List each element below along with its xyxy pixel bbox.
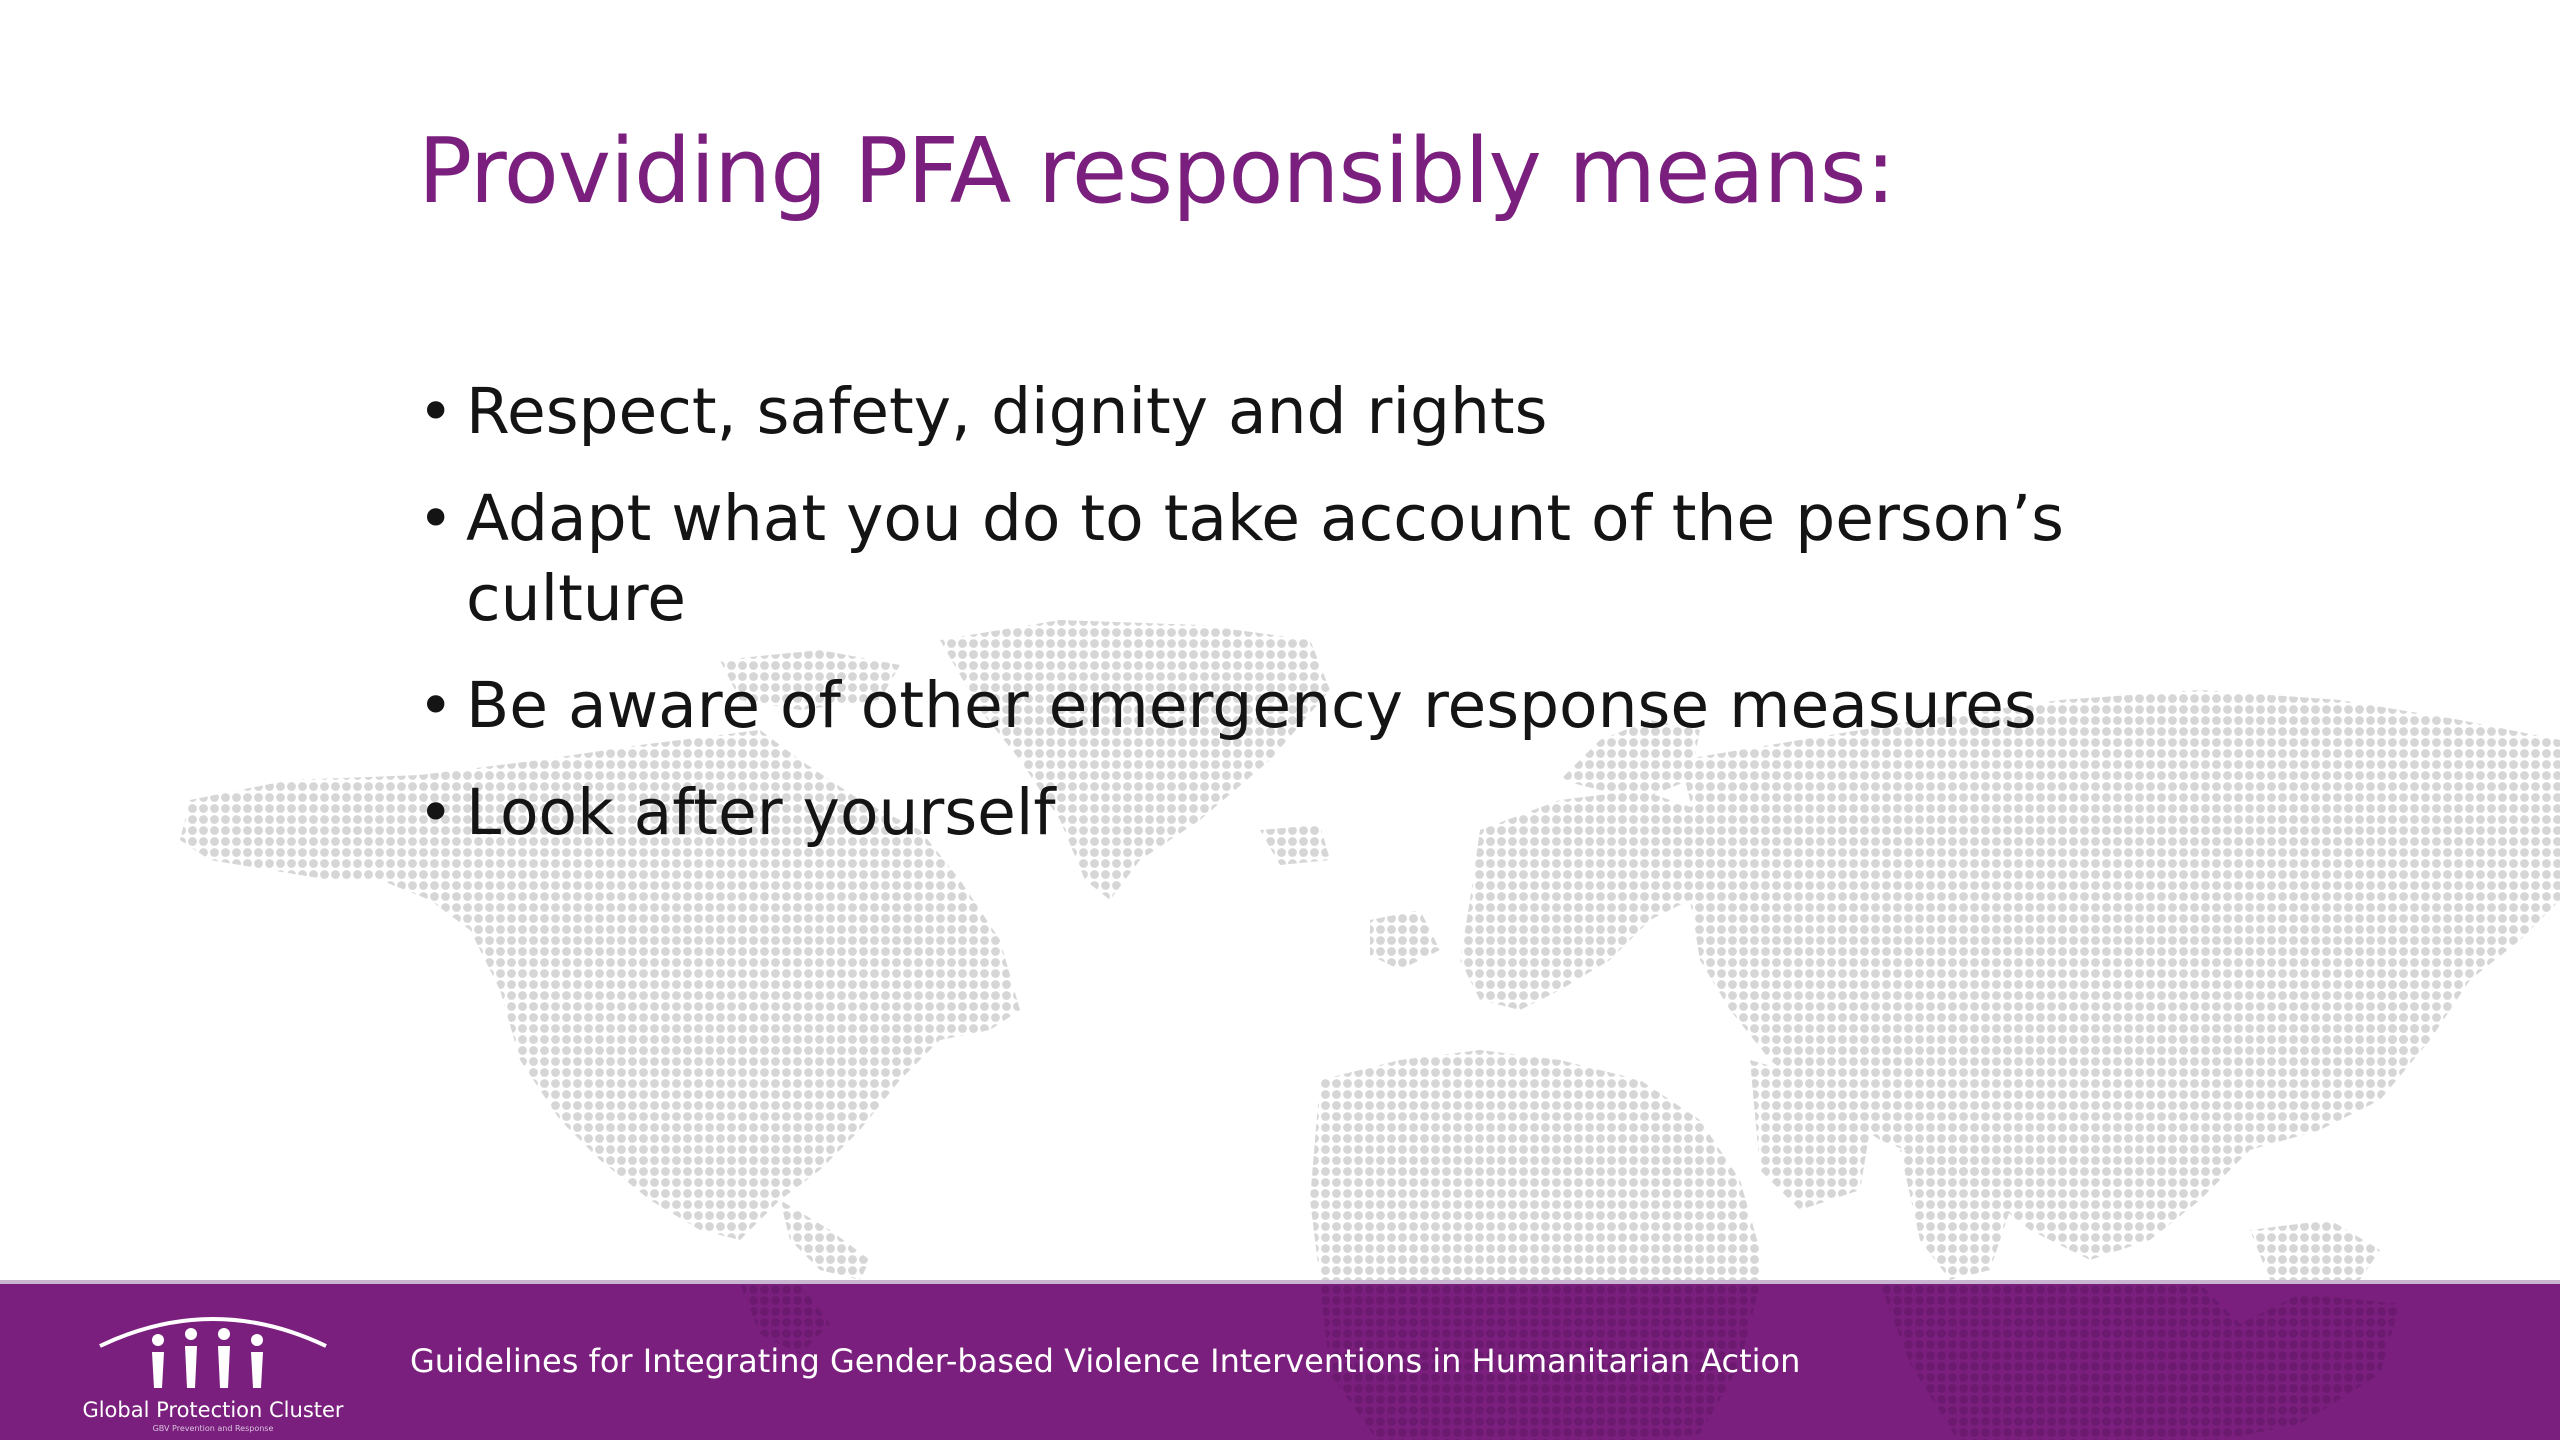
global-protection-cluster-logo <box>78 1302 348 1432</box>
footer-bar <box>0 1280 2560 1440</box>
logo-name: Global Protection Cluster <box>82 1398 344 1422</box>
bullet-list <box>418 372 2078 880</box>
bullet-item <box>418 479 2078 639</box>
bullet-dot-icon: • <box>418 778 454 848</box>
slide-title: Providing PFA responsibly means: <box>418 119 1895 224</box>
bullet-item <box>418 372 2078 452</box>
footer-text: Guidelines for Integrating Gender-based Violence Interventions in Humanitarian Action <box>410 1342 1801 1380</box>
bullet-dot-icon: • <box>418 484 454 554</box>
bullet-dot-icon: • <box>418 377 454 447</box>
bullet-item <box>418 773 2078 853</box>
bullet-text: Be aware of other emergency response measures <box>466 669 2037 742</box>
logo-icon <box>78 1302 348 1398</box>
bullet-dot-icon: • <box>418 671 454 741</box>
bullet-text: Adapt what you do to take account of the person’s culture <box>466 482 2065 635</box>
bullet-item <box>418 666 2078 746</box>
logo-tagline: GBV Prevention and Response <box>152 1424 274 1433</box>
bullet-text: Look after yourself <box>466 776 1056 849</box>
bullet-text: Respect, safety, dignity and rights <box>466 375 1548 448</box>
